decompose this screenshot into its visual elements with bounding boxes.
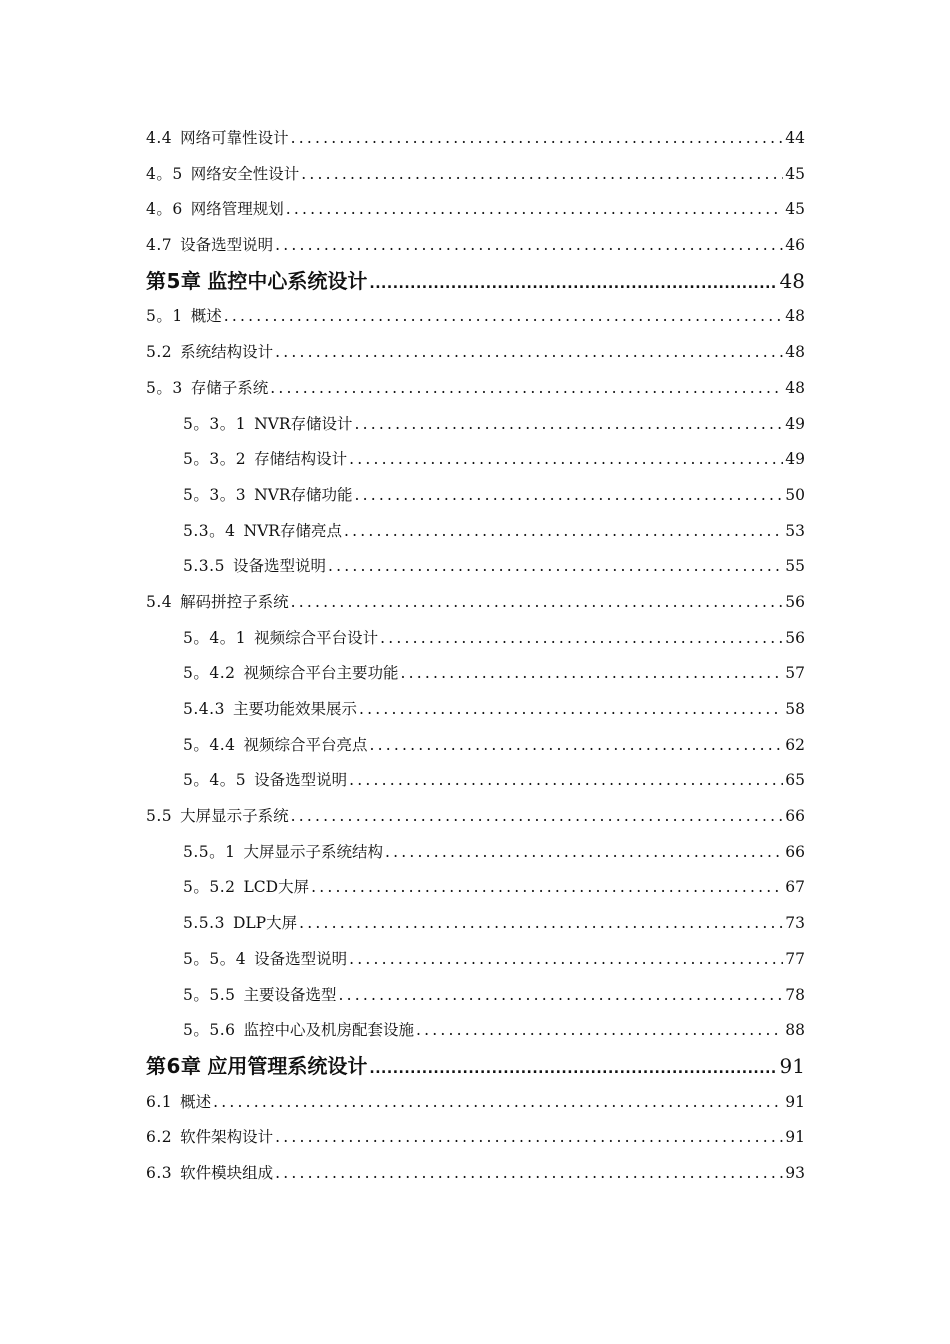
toc-entry-page-number: 45: [785, 200, 805, 219]
toc-entry-number: 5。4。5: [183, 771, 247, 790]
toc-entry[interactable]: [0, 763, 950, 799]
dot-leader: [355, 407, 784, 443]
toc-entry[interactable]: [0, 121, 950, 157]
dot-leader: [224, 299, 784, 335]
toc-entry-number: 5.2: [146, 343, 173, 362]
toc-entry-title: 主要功能效果展示: [232, 700, 357, 718]
dot-leader: [299, 906, 783, 942]
toc-entry-number: 4.4: [146, 129, 173, 147]
toc-entry-number: 6.2: [146, 1128, 173, 1147]
toc-entry-page-number: 49: [785, 414, 805, 433]
dot-leader: [380, 621, 783, 657]
dot-leader: [328, 549, 783, 585]
toc-entry[interactable]: [0, 870, 950, 906]
toc-entry[interactable]: [0, 514, 950, 550]
toc-entry-number: 5.5: [146, 807, 173, 826]
toc-entry-number: 第6章: [146, 1053, 202, 1078]
toc-entry[interactable]: [0, 192, 950, 228]
dot-leader: [385, 835, 783, 871]
toc-entry[interactable]: [0, 299, 950, 335]
toc-entry-number: 6.3: [146, 1163, 173, 1182]
toc-entry[interactable]: [0, 692, 950, 728]
toc-entry-title: 应用管理系统设计: [207, 1053, 368, 1078]
toc-entry-title: 系统结构设计: [180, 343, 274, 362]
toc-entry-title: 设备选型说明: [254, 771, 348, 790]
toc-entry[interactable]: [0, 906, 950, 942]
toc-entry[interactable]: [0, 942, 950, 978]
toc-entry-page-number: 50: [785, 485, 805, 504]
toc-entry-page-number: 48: [779, 268, 805, 293]
toc-entry-title: NVR存储亮点: [243, 521, 342, 540]
toc-entry-number: 6.1: [146, 1092, 173, 1111]
toc-entry[interactable]: [0, 407, 950, 443]
toc-entry-page-number: 91: [785, 1128, 805, 1147]
dot-leader: [301, 157, 783, 193]
toc-entry-title: 视频综合平台亮点: [243, 735, 368, 754]
dot-leader: [349, 942, 783, 978]
toc-entry-number: 5.5.3: [183, 914, 225, 933]
toc-entry[interactable]: [0, 1013, 950, 1049]
dot-leader: [291, 121, 784, 157]
toc-entry-number: 5。3。3: [183, 485, 247, 504]
toc-entry-title: 设备选型说明: [180, 236, 274, 255]
dot-leader: [344, 514, 783, 550]
toc-entry-title: 设备选型说明: [232, 557, 326, 576]
toc-entry-page-number: 48: [785, 378, 805, 397]
toc-entry-number: 5。5.5: [183, 985, 236, 1004]
toc-entry-page-number: 45: [785, 164, 805, 183]
dot-leader: [416, 1013, 783, 1049]
toc-entry-title: 软件架构设计: [180, 1128, 274, 1147]
toc-entry[interactable]: [0, 621, 950, 657]
toc-entry[interactable]: [0, 442, 950, 478]
toc-chapter-entry[interactable]: [0, 264, 950, 300]
toc-entry-number: 5。3。2: [183, 450, 247, 469]
toc-entry-title: 解码拼控子系统: [180, 592, 289, 611]
toc-entry-number: 4。5: [146, 164, 183, 183]
toc-entry[interactable]: [0, 799, 950, 835]
toc-entry-number: 5.4.3: [183, 700, 225, 718]
toc-entry[interactable]: [0, 549, 950, 585]
toc-entry-page-number: 49: [785, 450, 805, 469]
toc-entry[interactable]: [0, 335, 950, 371]
toc-entry-page-number: 57: [785, 664, 805, 683]
toc-entry-number: 5。3。1: [183, 414, 247, 433]
toc-entry-title: 大屏显示子系统: [180, 807, 289, 826]
toc-entry[interactable]: [0, 728, 950, 764]
toc-entry[interactable]: [0, 1156, 950, 1192]
toc-entry-page-number: 66: [785, 807, 805, 826]
toc-chapter-entry[interactable]: [0, 1049, 950, 1085]
toc-entry-number: 5.3.5: [183, 557, 225, 576]
toc-entry-title: NVR存储设计: [254, 414, 353, 433]
dot-leader: [291, 585, 784, 621]
toc-entry-title: 设备选型说明: [254, 949, 348, 968]
toc-entry-title: 监控中心系统设计: [207, 268, 368, 293]
toc-entry-number: 5。4.4: [183, 735, 236, 754]
dot-leader: [275, 335, 783, 371]
toc-entry-title: 软件模块组成: [180, 1163, 274, 1182]
toc-entry-page-number: 44: [785, 129, 805, 147]
dot-leader: [349, 442, 783, 478]
toc-entry-title: 主要设备选型: [243, 985, 337, 1004]
toc-entry-title: 视频综合平台设计: [254, 628, 379, 647]
toc-entry[interactable]: [0, 228, 950, 264]
toc-entry[interactable]: [0, 835, 950, 871]
toc-entry-page-number: 88: [785, 1021, 805, 1040]
dot-leader: [370, 728, 784, 764]
dot-leader: [286, 192, 784, 228]
toc-entry-title: 存储子系统: [190, 378, 269, 397]
toc-entry-page-number: 48: [785, 343, 805, 362]
dot-leader: [213, 1085, 783, 1121]
toc-entry-number: 5。5。4: [183, 949, 247, 968]
toc-entry-title: 存储结构设计: [254, 450, 348, 469]
toc-entry-page-number: 67: [785, 878, 805, 897]
toc-entry-page-number: 91: [785, 1092, 805, 1111]
toc-entry-page-number: 55: [785, 557, 805, 576]
toc-entry[interactable]: [0, 978, 950, 1014]
dot-leader: [275, 1156, 783, 1192]
toc-entry[interactable]: [0, 656, 950, 692]
toc-entry-number: 5。4.2: [183, 664, 236, 683]
toc-entry-page-number: 65: [785, 771, 805, 790]
toc-entry-page-number: 91: [779, 1053, 805, 1078]
dot-leader: [275, 228, 783, 264]
table-of-contents: [0, 121, 950, 1192]
toc-entry-title: NVR存储功能: [254, 485, 353, 504]
dot-leader: [311, 870, 783, 906]
dot-leader: [369, 1052, 777, 1088]
toc-entry-title: 概述: [180, 1092, 212, 1111]
toc-entry-title: DLP大屏: [232, 914, 298, 933]
toc-entry-number: 5.3。4: [183, 521, 236, 540]
toc-entry[interactable]: [0, 157, 950, 193]
toc-entry-page-number: 78: [785, 985, 805, 1004]
toc-entry-page-number: 77: [785, 949, 805, 968]
dot-leader: [369, 267, 777, 303]
toc-entry[interactable]: [0, 1085, 950, 1121]
toc-entry-number: 5。3: [146, 378, 183, 397]
toc-entry-number: 4.7: [146, 236, 173, 255]
toc-entry-page-number: 93: [785, 1163, 805, 1182]
toc-entry-title: LCD大屏: [243, 878, 310, 897]
toc-entry[interactable]: [0, 1120, 950, 1156]
toc-entry-title: 网络安全性设计: [190, 164, 300, 183]
toc-entry-page-number: 46: [785, 236, 805, 255]
dot-leader: [359, 692, 783, 728]
toc-entry-page-number: 66: [785, 842, 805, 861]
toc-entry-number: 5.4: [146, 592, 173, 611]
toc-entry-page-number: 56: [785, 592, 805, 611]
toc-entry-number: 5。5.6: [183, 1021, 236, 1040]
toc-entry-number: 5。1: [146, 307, 183, 326]
dot-leader: [355, 478, 784, 514]
toc-entry-title: 视频综合平台主要功能: [243, 664, 399, 683]
dot-leader: [270, 371, 783, 407]
toc-entry-page-number: 53: [785, 521, 805, 540]
toc-entry-number: 5.5。1: [183, 842, 236, 861]
toc-entry-number: 5。5.2: [183, 878, 236, 897]
toc-entry-page-number: 62: [785, 735, 805, 754]
toc-entry-number: 第5章: [146, 268, 202, 293]
toc-entry[interactable]: [0, 478, 950, 514]
toc-entry-page-number: 58: [785, 700, 805, 718]
toc-entry-title: 大屏显示子系统结构: [243, 842, 384, 861]
toc-entry-title: 监控中心及机房配套设施: [243, 1021, 415, 1040]
dot-leader: [275, 1120, 783, 1156]
dot-leader: [401, 656, 784, 692]
toc-entry-title: 网络管理规划: [190, 200, 284, 219]
dot-leader: [339, 978, 784, 1014]
dot-leader: [291, 799, 784, 835]
toc-entry-title: 网络可靠性设计: [180, 129, 289, 147]
dot-leader: [349, 763, 783, 799]
toc-entry-title: 概述: [190, 307, 222, 326]
toc-entry[interactable]: [0, 585, 950, 621]
toc-entry-page-number: 56: [785, 628, 805, 647]
toc-entry-page-number: 48: [785, 307, 805, 326]
toc-entry-number: 5。4。1: [183, 628, 247, 647]
toc-entry[interactable]: [0, 371, 950, 407]
toc-entry-page-number: 73: [785, 914, 805, 933]
toc-entry-number: 4。6: [146, 200, 183, 219]
